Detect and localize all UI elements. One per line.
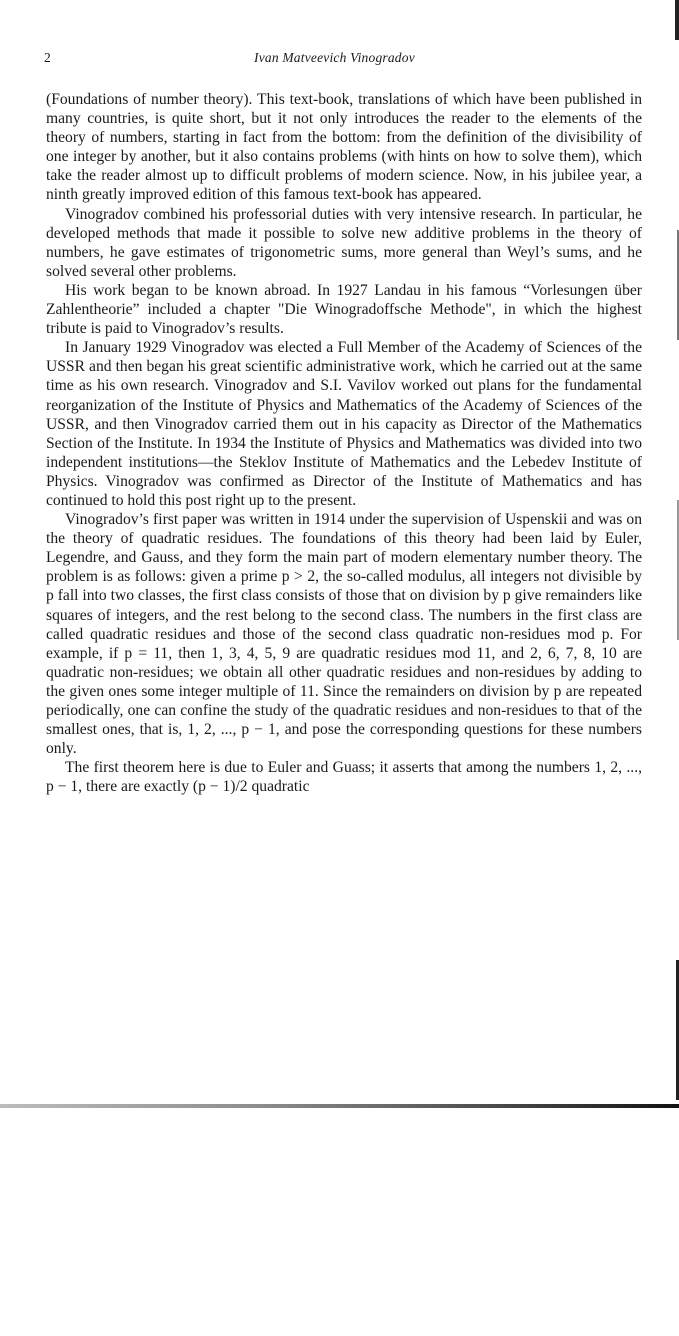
paragraph-1: (Foundations of number theory). This text-book, translations of which have been published in many countries, is quite short, but it not only introduces the reader to the elements of the theory of numbers, starting in fact from the bottom: from the definition of the divisibility of one integer by another, but it also contains problems (with hints on how to solve them), which take the reader almost up to difficult problems of modern science. Now, in his jubilee year, a ninth greatly improved edition of this famous text-book has appeared. <box>46 91 642 204</box>
scan-bottom-edge <box>0 1104 679 1108</box>
page-number: 2 <box>44 50 51 65</box>
page-header <box>44 50 644 70</box>
paragraph-6: The first theorem here is due to Euler and Guass; it asserts that among the numbers 1, 2, ..., p − 1, there are exactly (p − 1)/2 quadratic <box>46 759 642 796</box>
body-text <box>46 90 642 796</box>
paragraph-2: Vinogradov combined his professorial duties with very intensive research. In particular, he developed methods that made it possible to solve new additive problems in the theory of numbers, he gave estimates of trigonometric sums, more general than Weyl’s sums, and he solved several other problems. <box>46 205 642 280</box>
paragraph-5: Vinogradov’s first paper was written in 1914 under the supervision of Uspenskii and was on the theory of quadratic residues. The foundations of this theory had been laid by Euler, Legendre, and Gauss, and they form the main part of modern elementary number theory. The problem is as follows: given a prime p > 2, the so-called modulus, all integers not divisible by p fall into two classes, the first class consists of those that on division by p give remainders like squares of integers, and the rest belong to the second class. The numbers in the first class are called quadratic residues and those of the second class quadratic non-residues mod p. For example, if p = 11, then 1, 3, 4, 5, 9 are quadratic residues mod 11, and 2, 6, 7, 8, 10 are quadratic non-residues; we obtain all other quadratic residues and non-residues by adding to the given ones some integer multiple of 11. Since the remainders on division by p are repeated periodically, one can confine the study of the quadratic residues and non-residues to that of the smallest ones, that is, 1, 2, ..., p − 1, and pose the corresponding questions for these numbers only. <box>46 511 642 758</box>
scan-edge-mark <box>675 0 679 40</box>
running-head: Ivan Matveevich Vinogradov <box>254 50 415 65</box>
paragraph-4: In January 1929 Vinogradov was elected a Full Member of the Academy of Sciences of the USSR and then began his great scientific administrative work, which he carried out at the same time as his own research. Vinogradov and S.I. Vavilov worked out plans for the fundamental reorganization of the Institute of Physics and Mathematics of the Academy of Sciences of the USSR, and then Vinogradov carried them out in his capacity as Director of the Mathematics Section of the Institute. In 1934 the Institute of Physics and Mathematics was divided into two independent institutions—the Steklov Institute of Mathematics and the Lebedev Institute of Physics. Vinogradov was confirmed as Director of the Institute of Mathematics and has continued to hold this post right up to the present. <box>46 339 642 509</box>
paragraph-3: His work began to be known abroad. In 1927 Landau in his famous “Vorlesungen über Zahlentheorie” included a chapter "Die Winogradoffsche Methode", in which the highest tribute is paid to Vinogradov’s results. <box>46 281 642 338</box>
